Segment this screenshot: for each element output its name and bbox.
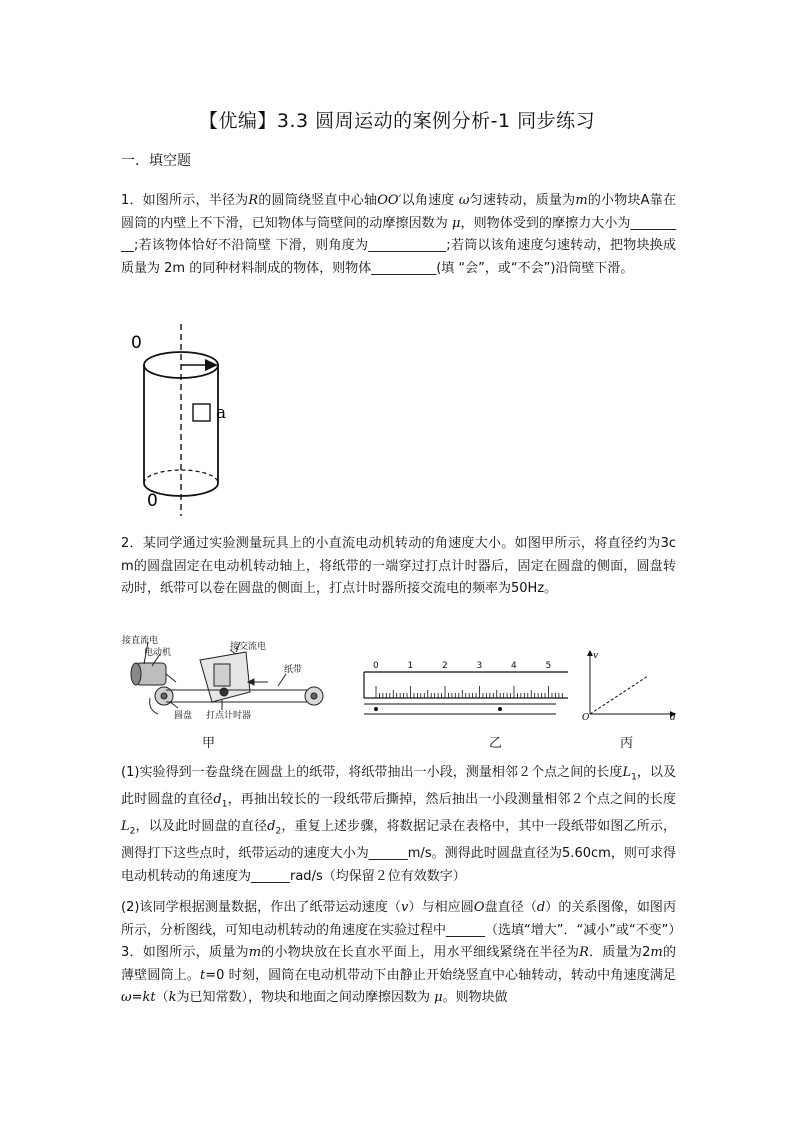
bottom-o-label: 0 (147, 491, 158, 511)
caption-bing: 丙 (620, 736, 634, 751)
question-2-part-2: (2)该同学根据测量数据，作出了纸带运动速度（v）与相应圆O盘直径（d）的关系图像，如图丙所示，分析图线，可知电动机转动的角速度在实验过程中______（选填“增大”．“减小”或“不变”） (121, 900, 682, 938)
question-3: 3．如图所示，质量为m的小物块放在长直水平面上，用水平细线紧绕在半径为R．质量为2m的薄壁圆筒上。t=0 时刻，圆筒在电动机带动下由静止开始绕竖直中心轴转动，转动中角速度满足 ω=kt（k为已知常数），物块和地面之间动摩擦因数为 μ。则物块做 (121, 945, 676, 1005)
ruler-tick-label: 4 (511, 661, 517, 671)
caption-jia: 甲 (202, 736, 216, 751)
ruler-tick-label: 1 (407, 661, 414, 671)
tape-label: 纸带 (284, 665, 303, 675)
page-title: 【优编】3.3 圆周运动的案例分析-1 同步练习 (198, 110, 596, 132)
timer-label: 打点计时器 (206, 711, 252, 721)
block-a-label: a (216, 403, 227, 423)
ruler-tick-label: 2 (442, 661, 448, 671)
question-1: 1．如图所示，半径为R的圆筒绕竖直中心轴OO′以角速度 ω匀速转动，质量为m的小物块A靠在圆筒的内壁上不下滑，已知物体与筒壁间的动摩擦因数为 μ，则物体受到的摩擦力大小为_________;若该物体恰好不沿筒壁 下滑，则角度为____________;若筒以该角速度匀速转动，把物块换成质量为 2m 的同种材料制成的物体，则物体__________(填 “会”，或“不会”)沿筒壁下滑。 (121, 193, 676, 276)
ruler-tick-label: 5 (545, 661, 552, 671)
question-2-part-1: (1)实验得到一卷盘绕在圆盘上的纸带，将纸带抽出一小段，测量相邻２个点之间的长度$L_1$，以及此时圆盘的直径$d_1$，再抽出较长的一段纸带后撕掉，然后抽出一小段测量相邻２个点之间的长度$L_2$，以及此时圆盘的直径$d_2$，重复上述步骤，将数据记录在表格中，其中一段纸带如图乙所示，测得打下这些点时，纸带运动的速度大小为______m/s。测得此时圆盘直径为5.60cm，则可求得电动机转动的角速度为______rad/s（均保留２位有效数字） (121, 765, 676, 884)
motor-label: 电动机 (144, 648, 172, 658)
caption-yi: 乙 (489, 736, 503, 751)
dc-label: 接直流电 (122, 636, 159, 646)
ruler-tick-label: 3 (476, 661, 483, 671)
tape-dot-1 (374, 707, 378, 711)
question-2: 2．某同学通过实验测量玩具上的小直流电动机转动的角速度大小。如图甲所示，将直径约为3cm的圆盘固定在电动机转动轴上，将纸带的一端穿过打点计时器后，固定在圆盘的侧面，圆盘转动时，纸带可以卷在圆盘的侧面上，打点计时器所接交流电的频率为50Hz。 (121, 536, 676, 596)
disk-label: 圆盘 (174, 711, 193, 721)
origin-label: O (582, 713, 590, 720)
ruler-figure (360, 650, 570, 720)
tape-dot-2 (498, 707, 502, 711)
top-o-label: 0 (131, 333, 142, 353)
axis-v-label: v (593, 651, 599, 661)
ruler-tick-label: 0 (373, 661, 379, 671)
axis-d-label: d (670, 713, 676, 720)
cylinder-figure (125, 320, 255, 520)
ac-label: 接交流电 (230, 642, 267, 652)
vd-graph-figure (580, 648, 680, 720)
section-heading: 一．填空题 (121, 153, 191, 169)
apparatus-figure (118, 630, 333, 725)
